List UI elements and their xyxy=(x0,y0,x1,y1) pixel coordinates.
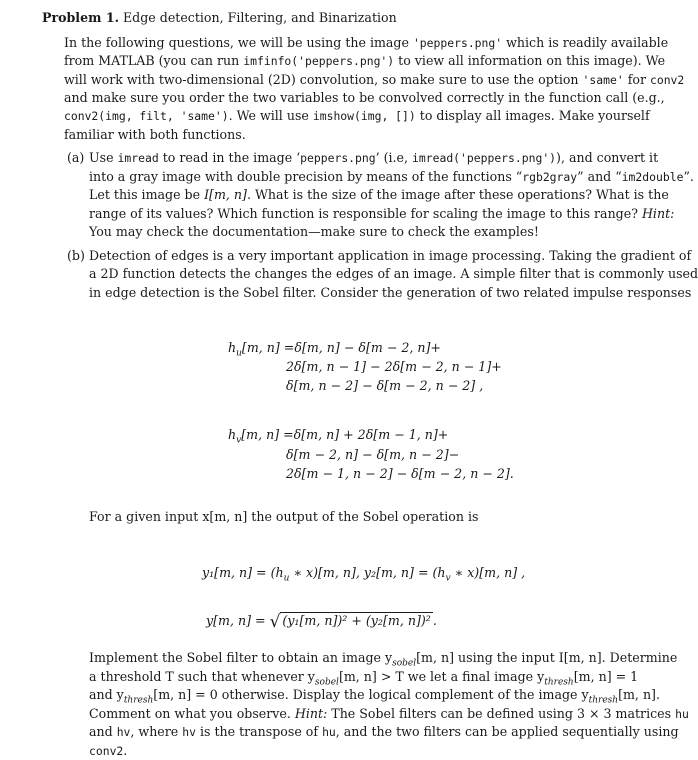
hu-equation-line-1: $h_u[m$, n] =δ[m, n] − δ[m − 2, n]+ xyxy=(228,340,441,359)
intro-line-1: In the following questions, we will be using the image 'peppers.png' which is readily available xyxy=(64,35,669,50)
impl-line-4: Comment on what you observe. Hint: The Sobel filters can be defined using 3 × 3 matrices hu xyxy=(89,706,689,721)
part-b-line-2: a 2D function detects the changes the edges of an image. A simple filter that is commonly used xyxy=(89,266,698,281)
impl-line-2: a threshold T such that whenever $y_{sobel}[m$, n] > T we let a final image $y_{thresh}[m$, n] = 1 xyxy=(89,669,639,688)
part-a-line-1: Use imread to read in the image ‘peppers.png’ (i.e, imread('peppers.png')), and convert it xyxy=(89,150,659,165)
problem-header xyxy=(42,10,397,25)
intro-line-5: conv2(img, filt, 'same'). We will use imshow(img, []) to display all images. Make yourself xyxy=(64,108,650,123)
impl-line-3: and $y_{thresh}[m$, n] = 0 otherwise. Display the logical complement of the image $y_{thresh}[m$, n]. xyxy=(89,687,660,706)
hu-equation-line-2: 2δ[m, n − 1] − 2δ[m − 2, n − 1]+ xyxy=(286,359,502,374)
impl-line-1: Implement the Sobel filter to obtain an image $y_{sobel}[m$, n] using the input I[m, n]. Determine xyxy=(89,650,678,669)
impl-line-5: and hv, where hv is the transpose of hu, and the two filters can be applied sequentially using xyxy=(89,724,679,739)
intro-line-6: familiar with both functions. xyxy=(64,127,246,142)
part-b-label: (b) xyxy=(67,248,85,263)
hu-equation-line-3: δ[m, n − 2] − δ[m − 2, n − 2] , xyxy=(286,378,484,393)
intro-line-4: and make sure you order the two variables to be convolved correctly in the function call (e.g., xyxy=(64,90,665,105)
y-magnitude-equation: y[m, n] = √ (y₁[m, n])² + (y₂[m, n])² . xyxy=(206,612,437,632)
part-a-line-4: range of its values? Which function is responsible for scaling the image to this range? Hint: xyxy=(89,206,675,221)
part-b-line-1: Detection of edges is a very important application in image processing. Taking the gradient of xyxy=(89,248,692,263)
given-input-line: For a given input x[m, n] the output of the Sobel operation is xyxy=(89,509,479,524)
hv-equation-line-3: 2δ[m − 1, n − 2] − δ[m − 2, n − 2]. xyxy=(286,466,514,481)
impl-line-6: conv2. xyxy=(89,743,128,758)
hv-equation-line-2: δ[m − 2, n] − δ[m, n − 2]− xyxy=(286,447,460,462)
intro-line-3: will work with two-dimensional (2D) convolution, so make sure to use the option 'same' for conv2 xyxy=(64,72,685,87)
hv-equation-line-1: $h_v[m$, n] =δ[m, n] + 2δ[m − 1, n]+ xyxy=(228,427,449,446)
intro-line-2: from MATLAB (you can run imfinfo('peppers.png') to view all information on this image). We xyxy=(64,53,666,68)
sqrt-symbol: √ xyxy=(269,612,281,632)
part-a-label: (a) xyxy=(67,150,85,165)
part-a-line-2: into a gray image with double precision by means of the functions “rgb2gray” and “im2double”. xyxy=(89,169,694,184)
part-a-line-3: Let this image be I[m, n]. What is the size of the image after these operations? What is the xyxy=(89,187,669,202)
part-b-line-3: in edge detection is the Sobel filter. Consider the generation of two related impulse responses xyxy=(89,285,692,300)
y1-y2-equation: y₁[m, $n] = (h_u$ ∗ x)[m, n], y₂[m, $n] = (h_v$ ∗ x)[m, n] , xyxy=(202,565,526,584)
problem-title: Edge detection, Filtering, and Binarization xyxy=(122,10,397,25)
part-a-line-5: You may check the documentation—make sure to check the examples! xyxy=(89,224,539,239)
problem-label: Problem 1. xyxy=(42,10,119,25)
